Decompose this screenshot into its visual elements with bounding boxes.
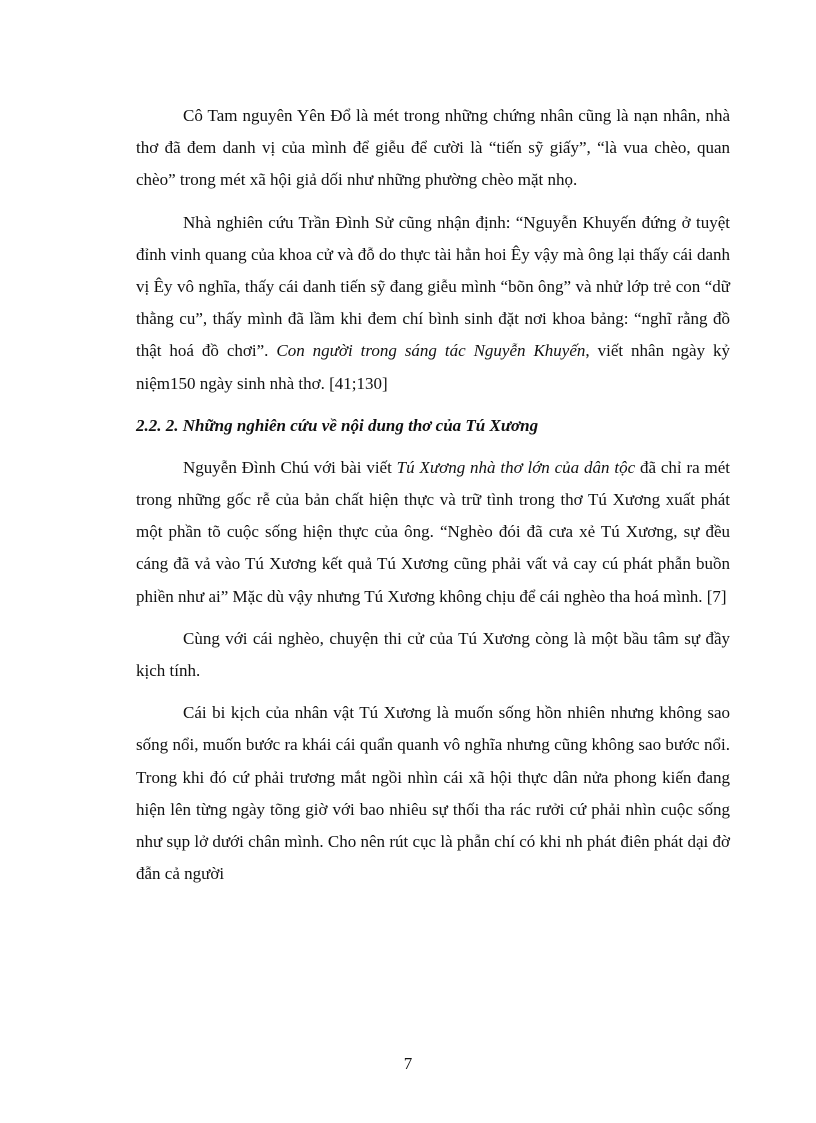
paragraph-nguyen-khuyen-intro: Cô Tam nguyên Yên Đổ là mét trong những chứng nhân cũng là nạn nhân, nhà thơ đã đem danh vị của mình để giễu để cười là “tiến sỹ giấy”, “là vua chèo, quan chèo” trong mét xã hội giả dối như những phường chèo mặt nhọ. [136, 106, 730, 190]
citation-text: , viết nhân ngày kỷ niệm150 ngày sinh nhà thơ. [41;130] [136, 341, 731, 393]
article-title-italic: Tú Xương nhà thơ lớn của dân tộc [396, 457, 636, 477]
document-page [136, 100, 730, 900]
paragraph-tran-dinh-su-quote [136, 207, 730, 400]
paragraph-nguyen-dinh-chu [136, 452, 730, 613]
section-heading: 2.2. 2. Những nghiên cứu về nội dung thơ của Tú Xương [136, 415, 539, 435]
work-title-italic: Con người trong sáng tác Nguyễn Khuyến [276, 341, 586, 361]
paragraph-exam-story: Cùng với cái nghèo, chuyện thi cử của Tú Xương còng là một bầu tâm sự đầy kịch tính. [136, 628, 730, 681]
paragraph-tragedy: Cái bi kịch của nhân vật Tú Xương là muốn sống hồn nhiên nhưng không sao sống nổi, muốn bước ra khái cái quẩn quanh vô nghĩa nhưng cũng không sao bước nổi. Trong khi đó cứ phải trương mắt ngồi nhìn cái xã hội thực dân nửa phong kiến đang hiện lên từng ngày tõng giờ với bao nhiêu sự thối tha rác rưởi cứ phải nhìn cuộc sống như sụp lở dưới chân mình. Cho nên rút cục là phẫn chí có khi nh phát điên phát dại đờ đẫn cả người [136, 703, 730, 884]
lead-text: Nguyễn Đình Chú với bài viết [183, 457, 397, 477]
body-text: đã chỉ ra mét trong những gốc rễ của bản chất hiện thực và trữ tình trong thơ Tú Xương xuất phát một phần tõ cuộc sống hiện thực của ông. “Nghèo đói đã cưa xẻ Tú Xương, sự đều cáng đã vả vào Tú Xương kết quả Tú Xương cũng phải vất vả cay cú phát phẫn buồn phiền như ai” Mặc dù vậy nhưng Tú Xương không chịu để cái nghèo tha hoá mình. [7] [136, 457, 731, 606]
quote-text: Nhà nghiên cứu Trần Đình Sử cũng nhận định: “Nguyễn Khuyến đứng ở tuyệt đỉnh vinh quang của khoa cử và đỗ do thực tài hẳn hoi Êy vậy mà ông lại thấy cái danh vị Êy vô nghĩa, thấy cái danh tiến sỹ đang giễu mình “bõn ông” và nhử lớp trẻ con “dữ thằng cu”, thấy mình đã lầm khi đem chí bình sinh đặt nơi khoa bảng: “nghĩ rằng đồ thật hoá đồ chơi”. [136, 212, 730, 361]
page-number: 7 [403, 1054, 413, 1073]
